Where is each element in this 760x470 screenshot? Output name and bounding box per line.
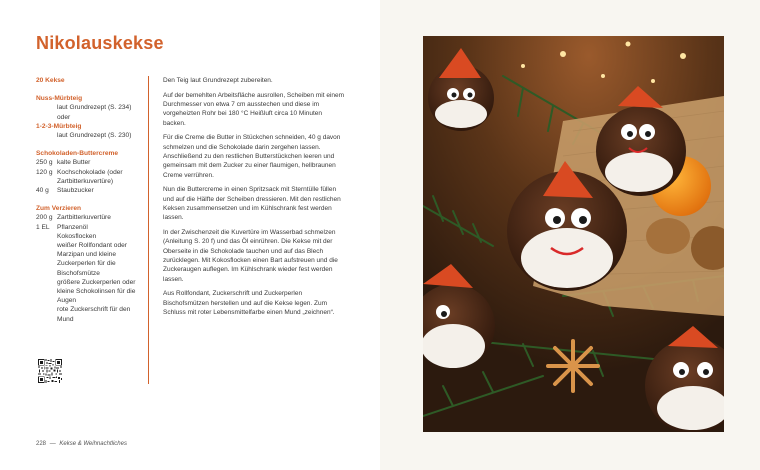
ingredients-column	[36, 76, 146, 324]
ingredient-text: Pflanzenöl	[57, 223, 88, 231]
qr-code[interactable]	[38, 359, 62, 383]
ingredient-line: oder	[57, 113, 71, 121]
ingredient-text: Kokosflocken	[57, 232, 97, 240]
cookie-photo	[423, 36, 724, 432]
ingredient-item	[36, 223, 146, 232]
ingredient-qty	[36, 305, 57, 323]
yield: 20 Kekse	[36, 77, 65, 84]
ingredient-item	[36, 213, 146, 222]
ingredient-text: weißer Rollfondant oder Marzipan und kleine Zuckerperlen für die Bischofsmütze	[57, 242, 128, 277]
ingredient-text: Zartbitterkuvertüre	[57, 214, 111, 222]
instruction-step: Auf der bemehlten Arbeitsfläche ausrollen, Scheiben mit einem Durchmesser von etwa 7 cm ausstechen und diese im vorgeheizten Rohr bei 180 °C Heißluft circa 10 Minuten backen.	[163, 91, 345, 127]
section-name: Kekse & Weihnachtliches	[59, 441, 127, 447]
page-footer	[36, 441, 127, 447]
recipe-title: Nikolauskekse	[36, 33, 164, 53]
ingredient-item	[36, 168, 146, 186]
ingredient-qty	[36, 241, 57, 278]
ingredient-line: laut Grundrezept (S. 234)	[57, 104, 132, 112]
ingredient-line: laut Grundrezept (S. 230)	[57, 132, 132, 140]
ingredient-qty: 200 g	[36, 214, 53, 222]
ingredient-group-heading: 1-2-3-Mürbteig	[36, 122, 82, 130]
ingredient-item	[36, 186, 146, 195]
footer-separator: —	[49, 441, 56, 447]
instruction-step: Den Teig laut Grundrezept zubereiten.	[163, 77, 273, 84]
instruction-step: Nun die Buttercreme in einen Spritzsack mit Sterntülle füllen und auf die Hälfte der Scheiben dressieren. Mit den restlichen Keksen zusammensetzen und im Kühlschrank fest werden lassen.	[163, 186, 341, 222]
ingredient-text: Kochschokolade (oder Zartbitterkuvertüre)	[57, 168, 123, 185]
page-number: 228	[36, 441, 47, 447]
ingredient-qty	[36, 232, 57, 241]
instruction-step: Für die Creme die Butter in Stückchen schneiden, 40 g davon schmelzen und die Schokolade darin zergehen lassen. Anschließend zu den restlichen Butterstückchen leeren und gemeinsam mit dem Zucker zu einer flaumigen, hellbraunen Creme verrühren.	[163, 134, 341, 179]
column-divider	[148, 76, 149, 384]
ingredient-item	[36, 158, 146, 167]
ingredient-text: Staubzucker	[57, 187, 94, 195]
ingredient-qty: 40 g	[36, 187, 49, 195]
ingredient-text: größere Zuckerperlen oder kleine Schokolinsen für die Augen	[57, 278, 136, 305]
instructions-column	[163, 76, 345, 323]
ingredient-qty: 250 g	[36, 159, 53, 167]
ingredient-text: kalte Butter	[57, 159, 91, 167]
ingredient-group-heading: Schokoladen-Buttercreme	[36, 150, 119, 158]
instruction-step: Aus Rollfondant, Zuckerschrift und Zuckerperlen Bischofsmützen herstellen und auf die Kekse legen. Zum Schluss mit roter Lebensmittelfarbe einen Mund „zeichnen“.	[163, 290, 335, 317]
ingredient-text: rote Zuckerschrift für den Mund	[57, 306, 131, 323]
ingredient-qty: 1 EL	[36, 223, 50, 231]
ingredient-group-heading: Nuss-Mürbteig	[36, 95, 83, 103]
ingredient-item	[36, 305, 146, 323]
ingredient-qty	[36, 278, 57, 306]
ingredient-item	[36, 232, 146, 241]
ingredient-item	[36, 278, 146, 306]
instruction-step: In der Zwischenzeit die Kuvertüre im Wasserbad schmelzen (Anleitung S. 20 f) und das Öl einrühren. Die Kekse mit der Oberseite in die Schokolade tauchen und auf das Blech zurücklegen. Mit Kokosflocken einen Bart aufstreuen und die Zuckeraugen auflegen. Im Kühlschrank wieder fest werden lassen.	[163, 229, 338, 283]
ingredient-group-heading: Zum Verzieren	[36, 205, 82, 213]
ingredient-qty: 120 g	[36, 168, 53, 176]
ingredient-item	[36, 241, 146, 278]
